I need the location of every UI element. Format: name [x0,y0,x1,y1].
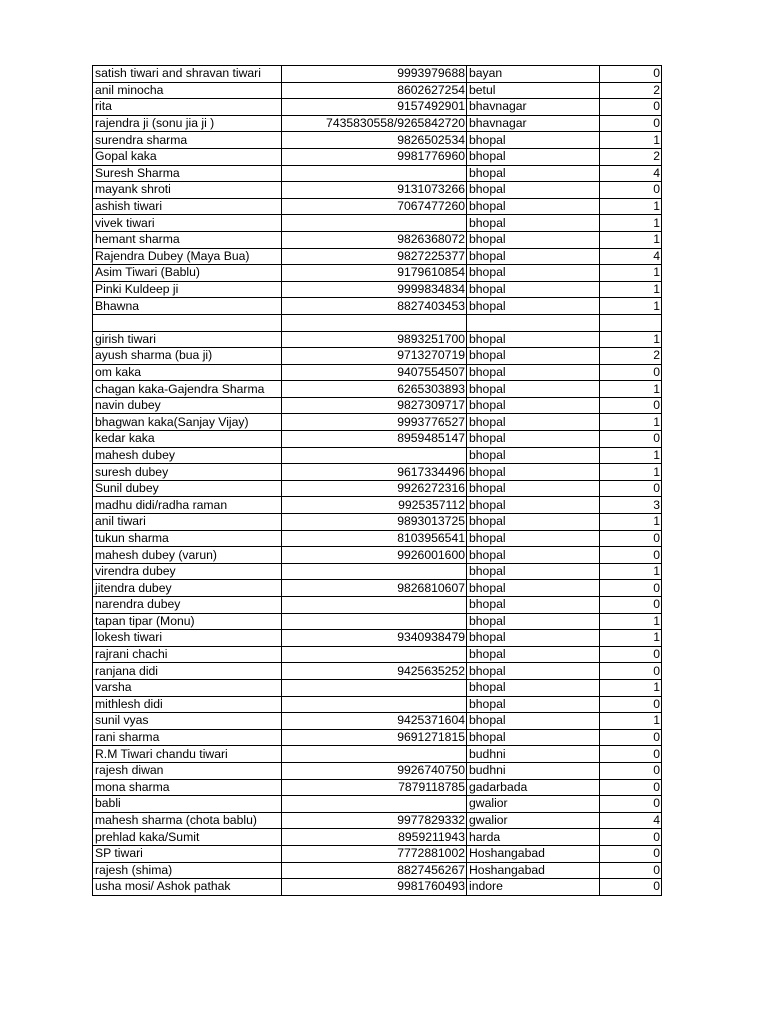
table-row [93,530,662,547]
table-row [93,165,662,182]
phone-cell [282,563,467,580]
phone-cell: 9826502534 [282,132,467,149]
count-cell: 0 [600,746,662,763]
table-row [93,879,662,896]
count-cell: 1 [600,613,662,630]
phone-cell: 6265303893 [282,381,467,398]
phone-cell: 9157492901 [282,99,467,116]
table-row [93,182,662,199]
count-cell: 1 [600,464,662,481]
phone-cell: 9827225377 [282,248,467,265]
phone-cell: 9131073266 [282,182,467,199]
table-row [93,431,662,448]
city-cell: gwalior [467,796,600,813]
count-cell: 3 [600,497,662,514]
count-cell: 2 [600,82,662,99]
phone-cell [282,447,467,464]
city-cell: bhopal [467,646,600,663]
name-cell: lokesh tiwari [93,630,282,647]
count-cell: 0 [600,845,662,862]
city-cell: bhopal [467,497,600,514]
city-cell: harda [467,829,600,846]
table-row [93,497,662,514]
city-cell: budhni [467,746,600,763]
phone-cell: 9977829332 [282,812,467,829]
phone-cell: 9425371604 [282,713,467,730]
table-row [93,713,662,730]
count-cell: 1 [600,298,662,315]
count-cell: 1 [600,414,662,431]
table-row [93,414,662,431]
count-cell: 0 [600,779,662,796]
city-cell: bhavnagar [467,99,600,116]
count-cell: 0 [600,364,662,381]
table-row [93,563,662,580]
city-cell: bhopal [467,663,600,680]
city-cell: bhopal [467,563,600,580]
table-row [93,381,662,398]
table-row [93,215,662,232]
count-cell: 0 [600,66,662,83]
count-cell: 4 [600,248,662,265]
phone-cell: 9826810607 [282,580,467,597]
phone-cell: 9617334496 [282,464,467,481]
name-cell: Gopal kaka [93,148,282,165]
table-row [93,348,662,365]
table-row [93,547,662,564]
name-cell: madhu didi/radha raman [93,497,282,514]
name-cell: rajesh diwan [93,762,282,779]
phone-cell [282,696,467,713]
name-cell: Rajendra Dubey (Maya Bua) [93,248,282,265]
count-cell: 0 [600,397,662,414]
city-cell: bhopal [467,547,600,564]
city-cell: bhopal [467,480,600,497]
name-cell: mithlesh didi [93,696,282,713]
table-row [93,630,662,647]
name-cell: ashish tiwari [93,198,282,215]
city-cell: Hoshangabad [467,862,600,879]
table-row [93,265,662,282]
city-cell: bhopal [467,381,600,398]
count-cell: 0 [600,729,662,746]
table-row [93,779,662,796]
city-cell: bhopal [467,514,600,531]
phone-cell: 9826368072 [282,231,467,248]
table-row [93,514,662,531]
name-cell: ayush sharma (bua ji) [93,348,282,365]
city-cell: bhopal [467,281,600,298]
phone-cell [282,314,467,331]
phone-cell: 9340938479 [282,630,467,647]
phone-cell: 8827456267 [282,862,467,879]
name-cell: tapan tipar (Monu) [93,613,282,630]
phone-cell [282,215,467,232]
phone-cell: 9926740750 [282,762,467,779]
count-cell: 1 [600,265,662,282]
phone-cell: 8959211943 [282,829,467,846]
table-row [93,82,662,99]
name-cell: ranjana didi [93,663,282,680]
table-row [93,231,662,248]
table-row [93,447,662,464]
count-cell: 4 [600,165,662,182]
name-cell: vivek tiwari [93,215,282,232]
name-cell: bhagwan kaka(Sanjay Vijay) [93,414,282,431]
name-cell: satish tiwari and shravan tiwari [93,66,282,83]
city-cell: bhopal [467,713,600,730]
name-cell: jitendra dubey [93,580,282,597]
table-row [93,132,662,149]
table-row [93,66,662,83]
city-cell: bhavnagar [467,115,600,132]
table-row [93,862,662,879]
count-cell: 0 [600,862,662,879]
count-cell: 1 [600,231,662,248]
phone-cell: 8103956541 [282,530,467,547]
city-cell: budhni [467,762,600,779]
phone-cell: 9713270719 [282,348,467,365]
city-cell: bhopal [467,414,600,431]
count-cell: 0 [600,182,662,199]
table-row [93,314,662,331]
phone-cell: 7879118785 [282,779,467,796]
name-cell: Bhawna [93,298,282,315]
phone-cell: 7435830558/9265842720 [282,115,467,132]
table-row [93,115,662,132]
phone-cell: 9925357112 [282,497,467,514]
name-cell: mona sharma [93,779,282,796]
count-cell: 0 [600,646,662,663]
phone-cell [282,746,467,763]
table-row [93,281,662,298]
table-row [93,845,662,862]
name-cell: rita [93,99,282,116]
phone-cell [282,165,467,182]
city-cell: bhopal [467,464,600,481]
name-cell: rajrani chachi [93,646,282,663]
phone-cell [282,796,467,813]
table-row [93,646,662,663]
table-row [93,696,662,713]
count-cell: 0 [600,696,662,713]
table-row [93,464,662,481]
phone-cell [282,613,467,630]
phone-cell: 7067477260 [282,198,467,215]
count-cell: 2 [600,148,662,165]
table-row [93,762,662,779]
name-cell: usha mosi/ Ashok pathak [93,879,282,896]
count-cell: 0 [600,597,662,614]
city-cell: bhopal [467,165,600,182]
phone-cell: 9425635252 [282,663,467,680]
count-cell: 1 [600,514,662,531]
name-cell: kedar kaka [93,431,282,448]
city-cell: bhopal [467,397,600,414]
name-cell: SP tiwari [93,845,282,862]
name-cell: R.M Tiwari chandu tiwari [93,746,282,763]
count-cell: 1 [600,713,662,730]
name-cell: rajesh (shima) [93,862,282,879]
name-cell: mayank shroti [93,182,282,199]
name-cell: babli [93,796,282,813]
city-cell: bhopal [467,248,600,265]
count-cell: 0 [600,99,662,116]
count-cell: 1 [600,331,662,348]
name-cell: mahesh sharma (chota bablu) [93,812,282,829]
table-row [93,613,662,630]
city-cell: bhopal [467,182,600,199]
city-cell: bhopal [467,580,600,597]
name-cell: narendra dubey [93,597,282,614]
phone-cell: 9993979688 [282,66,467,83]
city-cell: bhopal [467,348,600,365]
city-cell: bhopal [467,364,600,381]
name-cell: Suresh Sharma [93,165,282,182]
name-cell: anil minocha [93,82,282,99]
city-cell: bhopal [467,265,600,282]
table-row [93,746,662,763]
name-cell: sunil vyas [93,713,282,730]
count-cell: 0 [600,115,662,132]
city-cell: bhopal [467,231,600,248]
phone-cell: 9691271815 [282,729,467,746]
table-row [93,729,662,746]
phone-cell: 9827309717 [282,397,467,414]
name-cell: varsha [93,679,282,696]
name-cell: Sunil dubey [93,480,282,497]
city-cell: bhopal [467,331,600,348]
city-cell: bhopal [467,198,600,215]
count-cell: 1 [600,132,662,149]
city-cell: bhopal [467,447,600,464]
name-cell: Pinki Kuldeep ji [93,281,282,298]
table-row [93,331,662,348]
city-cell: bhopal [467,530,600,547]
name-cell: virendra dubey [93,563,282,580]
spreadsheet-body [93,66,662,896]
table-row [93,248,662,265]
contact-spreadsheet [92,65,662,896]
city-cell: indore [467,879,600,896]
count-cell: 1 [600,630,662,647]
name-cell: prehlad kaka/Sumit [93,829,282,846]
count-cell: 0 [600,796,662,813]
table-row [93,829,662,846]
phone-cell: 9926001600 [282,547,467,564]
phone-cell: 8602627254 [282,82,467,99]
table-row [93,597,662,614]
phone-cell: 9981776960 [282,148,467,165]
city-cell: bhopal [467,597,600,614]
count-cell: 2 [600,348,662,365]
count-cell: 0 [600,480,662,497]
count-cell: 1 [600,679,662,696]
name-cell: navin dubey [93,397,282,414]
table-row [93,580,662,597]
name-cell: chagan kaka-Gajendra Sharma [93,381,282,398]
phone-cell: 9926272316 [282,480,467,497]
name-cell: girish tiwari [93,331,282,348]
count-cell: 0 [600,431,662,448]
phone-cell [282,597,467,614]
city-cell: betul [467,82,600,99]
city-cell: bhopal [467,729,600,746]
name-cell: hemant sharma [93,231,282,248]
phone-cell: 9407554507 [282,364,467,381]
phone-cell: 8827403453 [282,298,467,315]
city-cell: Hoshangabad [467,845,600,862]
count-cell: 0 [600,547,662,564]
count-cell: 1 [600,198,662,215]
phone-cell: 9893013725 [282,514,467,531]
table-row [93,796,662,813]
city-cell: bhopal [467,679,600,696]
phone-cell [282,679,467,696]
count-cell: 1 [600,447,662,464]
count-cell [600,314,662,331]
city-cell: bhopal [467,630,600,647]
table-row [93,364,662,381]
city-cell: gwalior [467,812,600,829]
count-cell: 1 [600,215,662,232]
phone-cell: 9179610854 [282,265,467,282]
name-cell: suresh dubey [93,464,282,481]
city-cell: bhopal [467,431,600,448]
name-cell: mahesh dubey (varun) [93,547,282,564]
count-cell: 1 [600,563,662,580]
table-row [93,198,662,215]
phone-cell [282,646,467,663]
name-cell: anil tiwari [93,514,282,531]
city-cell: gadarbada [467,779,600,796]
phone-cell: 9993776527 [282,414,467,431]
name-cell: tukun sharma [93,530,282,547]
city-cell: bhopal [467,215,600,232]
city-cell: bhopal [467,148,600,165]
count-cell: 1 [600,381,662,398]
count-cell: 1 [600,281,662,298]
city-cell: bhopal [467,298,600,315]
count-cell: 0 [600,829,662,846]
table-row [93,99,662,116]
count-cell: 0 [600,663,662,680]
table-row [93,397,662,414]
count-cell: 0 [600,580,662,597]
name-cell: om kaka [93,364,282,381]
phone-cell: 9999834834 [282,281,467,298]
city-cell: bhopal [467,696,600,713]
city-cell: bayan [467,66,600,83]
phone-cell: 7772881002 [282,845,467,862]
count-cell: 4 [600,812,662,829]
count-cell: 0 [600,762,662,779]
count-cell: 0 [600,530,662,547]
phone-cell: 9981760493 [282,879,467,896]
table-row [93,663,662,680]
table-row [93,679,662,696]
name-cell: rajendra ji (sonu jia ji ) [93,115,282,132]
count-cell: 0 [600,879,662,896]
table-row [93,812,662,829]
table-row [93,480,662,497]
name-cell: surendra sharma [93,132,282,149]
city-cell [467,314,600,331]
name-cell [93,314,282,331]
table-row [93,298,662,315]
table-row [93,148,662,165]
phone-cell: 9893251700 [282,331,467,348]
name-cell: rani sharma [93,729,282,746]
name-cell: mahesh dubey [93,447,282,464]
phone-cell: 8959485147 [282,431,467,448]
city-cell: bhopal [467,132,600,149]
city-cell: bhopal [467,613,600,630]
name-cell: Asim Tiwari (Bablu) [93,265,282,282]
